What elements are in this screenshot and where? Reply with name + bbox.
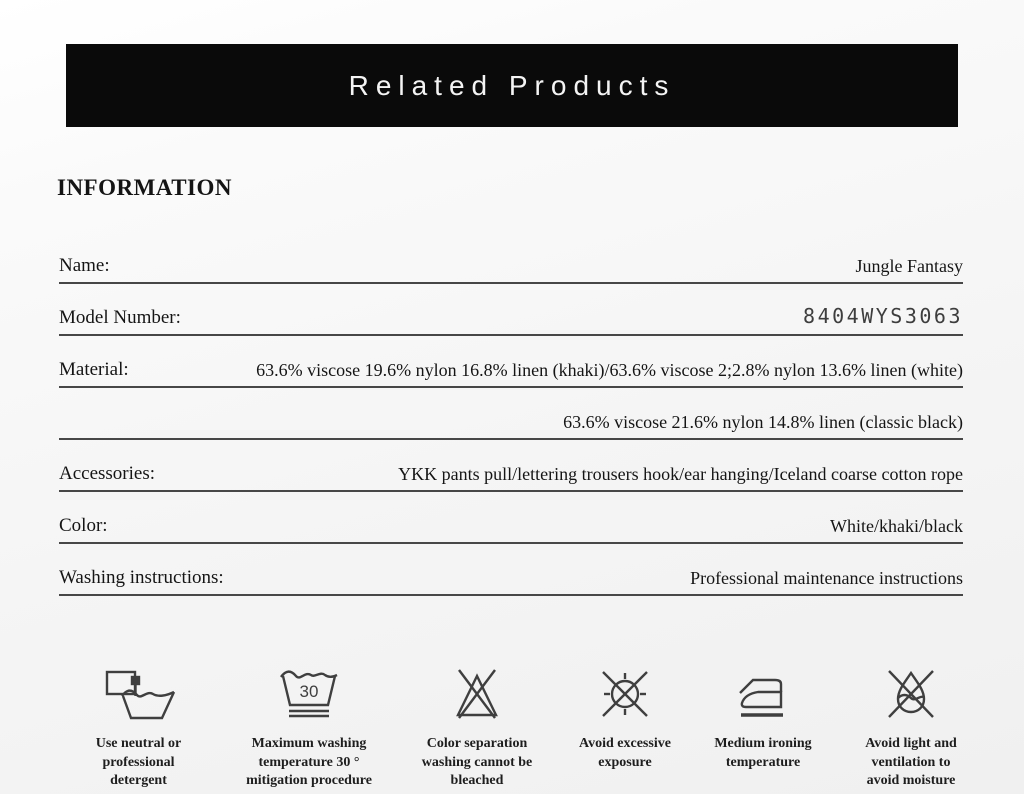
info-row-model-number — [59, 284, 963, 336]
detergent-tub-icon — [100, 664, 178, 722]
info-row-material-2 — [59, 388, 963, 440]
care-label: Avoid light and ventilation to avoid moisture — [865, 736, 957, 788]
info-value: Jungle Fantasy — [855, 256, 963, 276]
no-bleach-triangle-icon — [445, 664, 509, 722]
svg-text:30: 30 — [299, 682, 319, 701]
care-item-iron — [693, 664, 833, 791]
related-products-banner — [66, 44, 958, 127]
no-moisture-droplet-icon — [879, 664, 943, 722]
care-item-detergent — [56, 664, 221, 791]
wash-30-tub-icon — [278, 664, 340, 722]
information-heading: INFORMATION — [57, 175, 233, 200]
info-value: 63.6% viscose 21.6% nylon 14.8% linen (classic black) — [563, 412, 963, 432]
info-label: Washing instructions: — [59, 567, 224, 588]
info-row-washing-instructions — [59, 544, 963, 596]
info-value: YKK pants pull/lettering trousers hook/ear hanging/Iceland coarse cotton rope — [398, 464, 963, 484]
info-row-material-1 — [59, 336, 963, 388]
info-value: 8404WYS3063 — [803, 304, 963, 328]
info-value: 63.6% viscose 19.6% nylon 16.8% linen (khaki)/63.6% viscose 2;2.8% nylon 13.6% linen (white) — [256, 360, 963, 380]
product-info-table — [59, 248, 963, 596]
care-item-no-moisture — [836, 664, 986, 791]
care-item-no-sun — [560, 664, 690, 791]
care-label: Use neutral or professional detergent — [95, 736, 182, 788]
care-label: Avoid excessive exposure — [579, 736, 671, 770]
no-sun-exposure-icon — [593, 664, 657, 722]
care-label: Maximum washing temperature 30 ° mitigation procedure — [246, 736, 372, 788]
info-row-name — [59, 248, 963, 284]
care-item-no-bleach — [397, 664, 557, 791]
info-label: Model Number: — [59, 307, 181, 328]
info-label: Name: — [59, 255, 110, 276]
care-label: Medium ironing temperature — [714, 736, 812, 770]
info-value: Professional maintenance instructions — [690, 568, 963, 588]
medium-iron-icon — [732, 664, 794, 722]
care-item-wash-30 — [224, 664, 394, 791]
info-label: Material: — [59, 359, 129, 380]
info-value: White/khaki/black — [830, 516, 963, 536]
info-label: Accessories: — [59, 463, 156, 484]
info-row-accessories — [59, 440, 963, 492]
info-label: Color: — [59, 515, 108, 536]
banner-title: Related Products — [348, 69, 676, 101]
info-row-color — [59, 492, 963, 544]
care-label: Color separation washing cannot be bleached — [421, 736, 533, 788]
care-instructions-row — [0, 664, 1024, 791]
